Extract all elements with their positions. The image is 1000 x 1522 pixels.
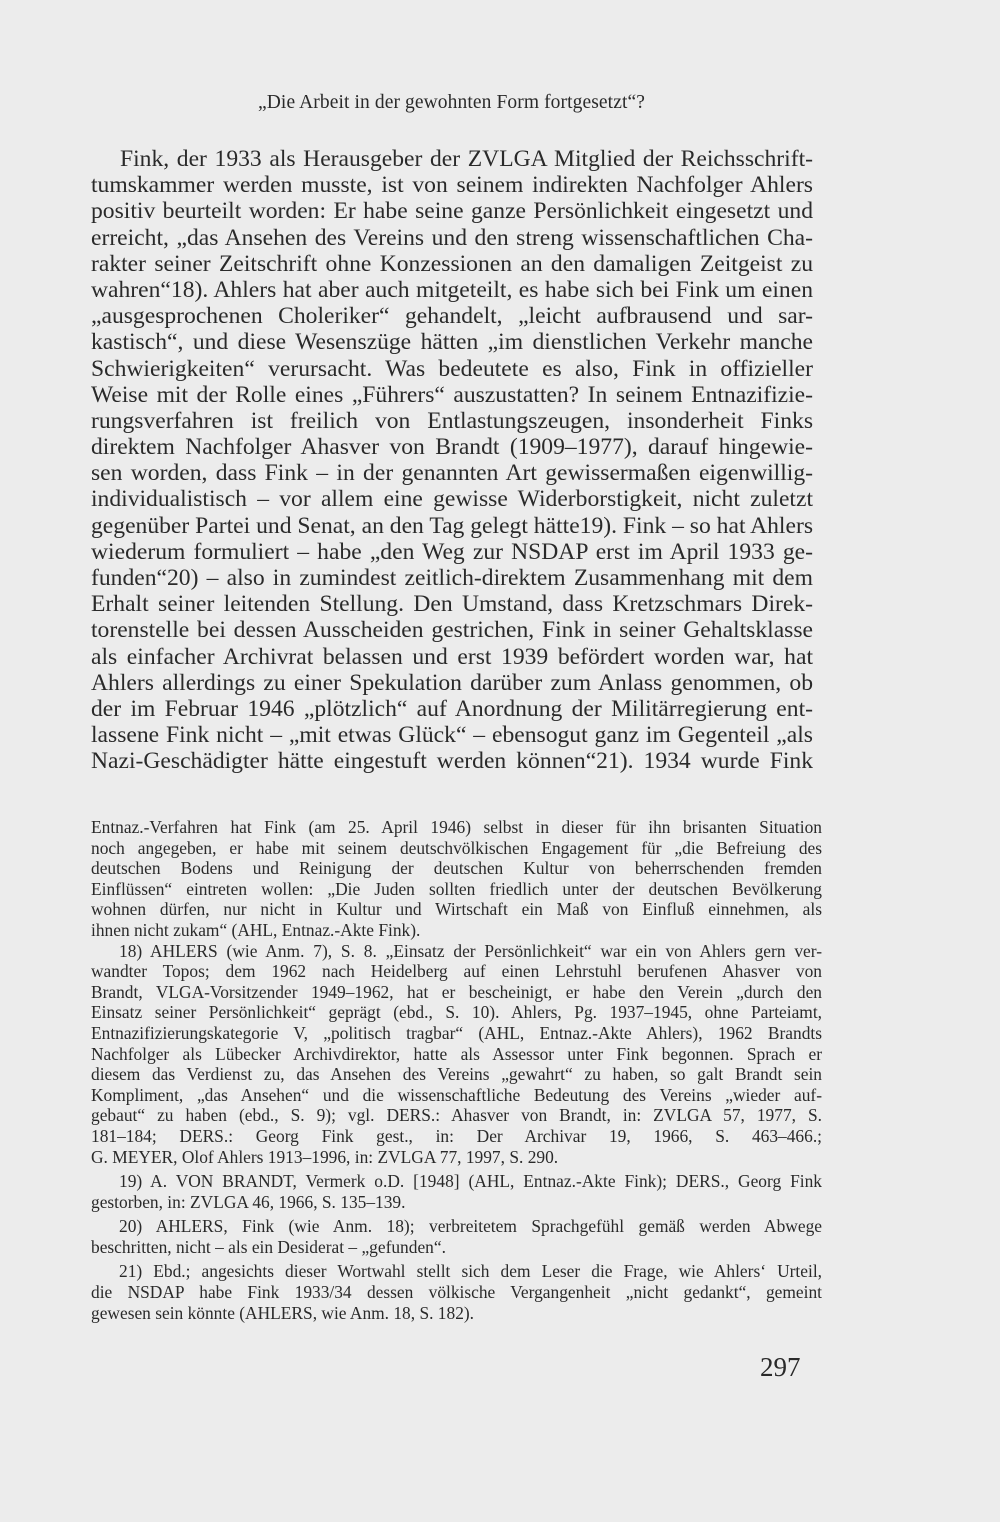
footnote-line: wohnen dürfen, nur nicht in Kultur und Wirtschaft ein Maß von Einfluß einnehmen, als <box>91 899 822 920</box>
footnote-line: G. MEYER, Olof Ahlers 1913–1996, in: ZVLGA 77, 1997, S. 290. <box>91 1146 559 1167</box>
text-line: als einfacher Archivrat belassen und erst 1939 befördert worden war, hat <box>91 643 813 670</box>
footnote-line: Einflüssen“ eintreten wollen: „Die Juden sollten friedlich unter der deutschen Bevölkerung <box>91 878 822 899</box>
text-line: gegenüber Partei und Senat, an den Tag gelegt hätte19). Fink – so hat Ahlers <box>91 512 813 539</box>
footnote-line: Entnazifizierungskategorie V, „politisch tragbar“ (AHL, Entnaz.-Akte Ahlers), 1962 Brandts <box>91 1022 822 1043</box>
footnote-line: Einsatz seiner Persönlichkeit“ geprägt (ebd., S. 10). Ahlers, Pg. 1937–1945, ohne Parteiamt, <box>91 1002 822 1023</box>
text-line: Erhalt seiner leitenden Stellung. Den Umstand, dass Kretzschmars Direk- <box>91 591 813 618</box>
main-text <box>91 146 813 775</box>
text-line: Nazi-Geschädigter hätte eingestuft werden können“21). 1934 wurde Fink <box>91 748 813 775</box>
text-line: wiederum formuliert – habe „den Weg zur NSDAP erst im April 1933 ge- <box>91 538 813 565</box>
text-line: torenstelle bei dessen Ausscheiden gestrichen, Fink in seiner Gehaltsklasse <box>91 617 813 644</box>
running-header: „Die Arbeit in der gewohnten Form fortgesetzt“? <box>258 92 645 113</box>
text-line: kastisch“, und diese Wesenszüge hätten „im dienstlichen Verkehr manche <box>91 329 813 356</box>
text-line: „ausgesprochenen Choleriker“ gehandelt, „leicht aufbrausend und sar- <box>91 303 813 330</box>
page-number: 297 <box>760 1352 801 1382</box>
footnote-line: gestorben, in: ZVLGA 46, 1966, S. 135–139. <box>91 1191 406 1212</box>
text-line: wahren“18). Ahlers hat aber auch mitgeteilt, es habe sich bei Fink um einen <box>91 276 813 303</box>
text-line: funden“20) – also in zumindest zeitlich-direktem Zusammenhang mit dem <box>91 565 813 591</box>
footnote-line: Nachfolger als Lübecker Archivdirektor, hatte als Assessor unter Fink begonnen. Sprach er <box>91 1043 822 1064</box>
text-line: Schwierigkeiten“ verursacht. Was bedeutete es also, Fink in offizieller <box>91 355 813 382</box>
footnote-19: 19) A. VON BRANDT, Vermerk o.D. [1948] (AHL, Entnaz.-Akte Fink); DERS., Georg Fink <box>119 1171 822 1192</box>
text-line: sen worden, dass Fink – in der genannten Art gewissermaßen eigenwillig- <box>91 460 813 487</box>
footnote-line: Kompliment, „das Ansehen“ und die wissenschaftliche Bedeutung des Vereins „wieder auf- <box>91 1084 822 1105</box>
text-line: direktem Nachfolger Ahasver von Brandt (1909–1977), darauf hingewie- <box>91 434 813 461</box>
footnote-line: gewesen sein könnte (AHLERS, wie Anm. 18, S. 182). <box>91 1302 475 1323</box>
text-line: lassene Fink nicht – „mit etwas Glück“ – ebensogut ganz im Gegenteil „als <box>91 722 813 749</box>
footnote-line: Entnaz.-Verfahren hat Fink (am 25. April 1946) selbst in dieser für ihn brisanten Situation <box>91 817 822 837</box>
footnote-18: 18) AHLERS (wie Anm. 7), S. 8. „Einsatz der Persönlichkeit“ war ein von Ahlers gern ver- <box>119 940 822 961</box>
footnote-20: 20) AHLERS, Fink (wie Anm. 18); verbreitetem Sprachgefühl gemäß werden Abwege <box>119 1216 822 1237</box>
footnote-line: die NSDAP habe Fink 1933/34 dessen völkische Vergangenheit „nicht gedankt“, gemeint <box>91 1282 822 1303</box>
text-line: Fink, der 1933 als Herausgeber der ZVLGA Mitglied der Reichsschrift- <box>120 146 813 172</box>
text-line: rakter seiner Zeitschrift ohne Konzessionen an den damaligen Zeitgeist zu <box>91 250 813 277</box>
footnote-line: noch angegeben, er habe mit seinem deutschvölkischen Engagement für „die Befreiung des <box>91 837 822 858</box>
text-line: Weise mit der Rolle eines „Führers“ auszustatten? In seinem Entnazifizie- <box>91 381 813 408</box>
text-line: erreicht, „das Ansehen des Vereins und den streng wissenschaftlichen Cha- <box>91 224 813 251</box>
footnote-line: 181–184; DERS.: Georg Fink gest., in: Der Archivar 19, 1966, S. 463–466.; <box>91 1125 822 1146</box>
footnote-line: diesem das Verdienst zu, das Ansehen des Vereins „gewahrt“ zu haben, so galt Brandt sein <box>91 1064 822 1085</box>
text-line: Ahlers allerdings zu einer Spekulation darüber zum Anlass genommen, ob <box>91 669 813 696</box>
footnote-line: ihnen nicht zukam“ (AHL, Entnaz.-Akte Fink). <box>91 919 421 940</box>
text-line: rungsverfahren ist freilich von Entlastungszeugen, insonderheit Finks <box>91 407 813 434</box>
text-line: der im Februar 1946 „plötzlich“ auf Anordnung der Militärregierung ent- <box>91 695 813 722</box>
footnote-line: gebaut“ zu haben (ebd., S. 9); vgl. DERS.: Ahasver von Brandt, in: ZVLGA 57, 1977, S. <box>91 1105 822 1126</box>
footnote-line: deutschen Bodens und Reinigung der deutschen Kultur von beherrschenden fremden <box>91 858 822 879</box>
footnote-line: beschritten, nicht – als ein Desiderat – „gefunden“. <box>91 1236 446 1257</box>
footnote-21: 21) Ebd.; angesichts dieser Wortwahl stellt sich dem Leser die Frage, wie Ahlers‘ Urteil, <box>119 1261 822 1282</box>
footnote-line: wandter Topos; dem 1962 nach Heidelberg auf einen Lehrstuhl berufenen Ahasver von <box>91 961 822 982</box>
footnote-line: Brandt, VLGA-Vorsitzender 1949–1962, hat er bescheinigt, er habe den Verein „durch den <box>91 981 822 1002</box>
text-line: positiv beurteilt worden: Er habe seine ganze Persönlichkeit eingesetzt und <box>91 198 813 225</box>
footnotes <box>91 817 822 1323</box>
text-line: tumskammer werden musste, ist von seinem indirekten Nachfolger Ahlers <box>91 172 813 199</box>
text-line: individualistisch – vor allem eine gewisse Widerborstigkeit, nicht zuletzt <box>91 486 813 513</box>
